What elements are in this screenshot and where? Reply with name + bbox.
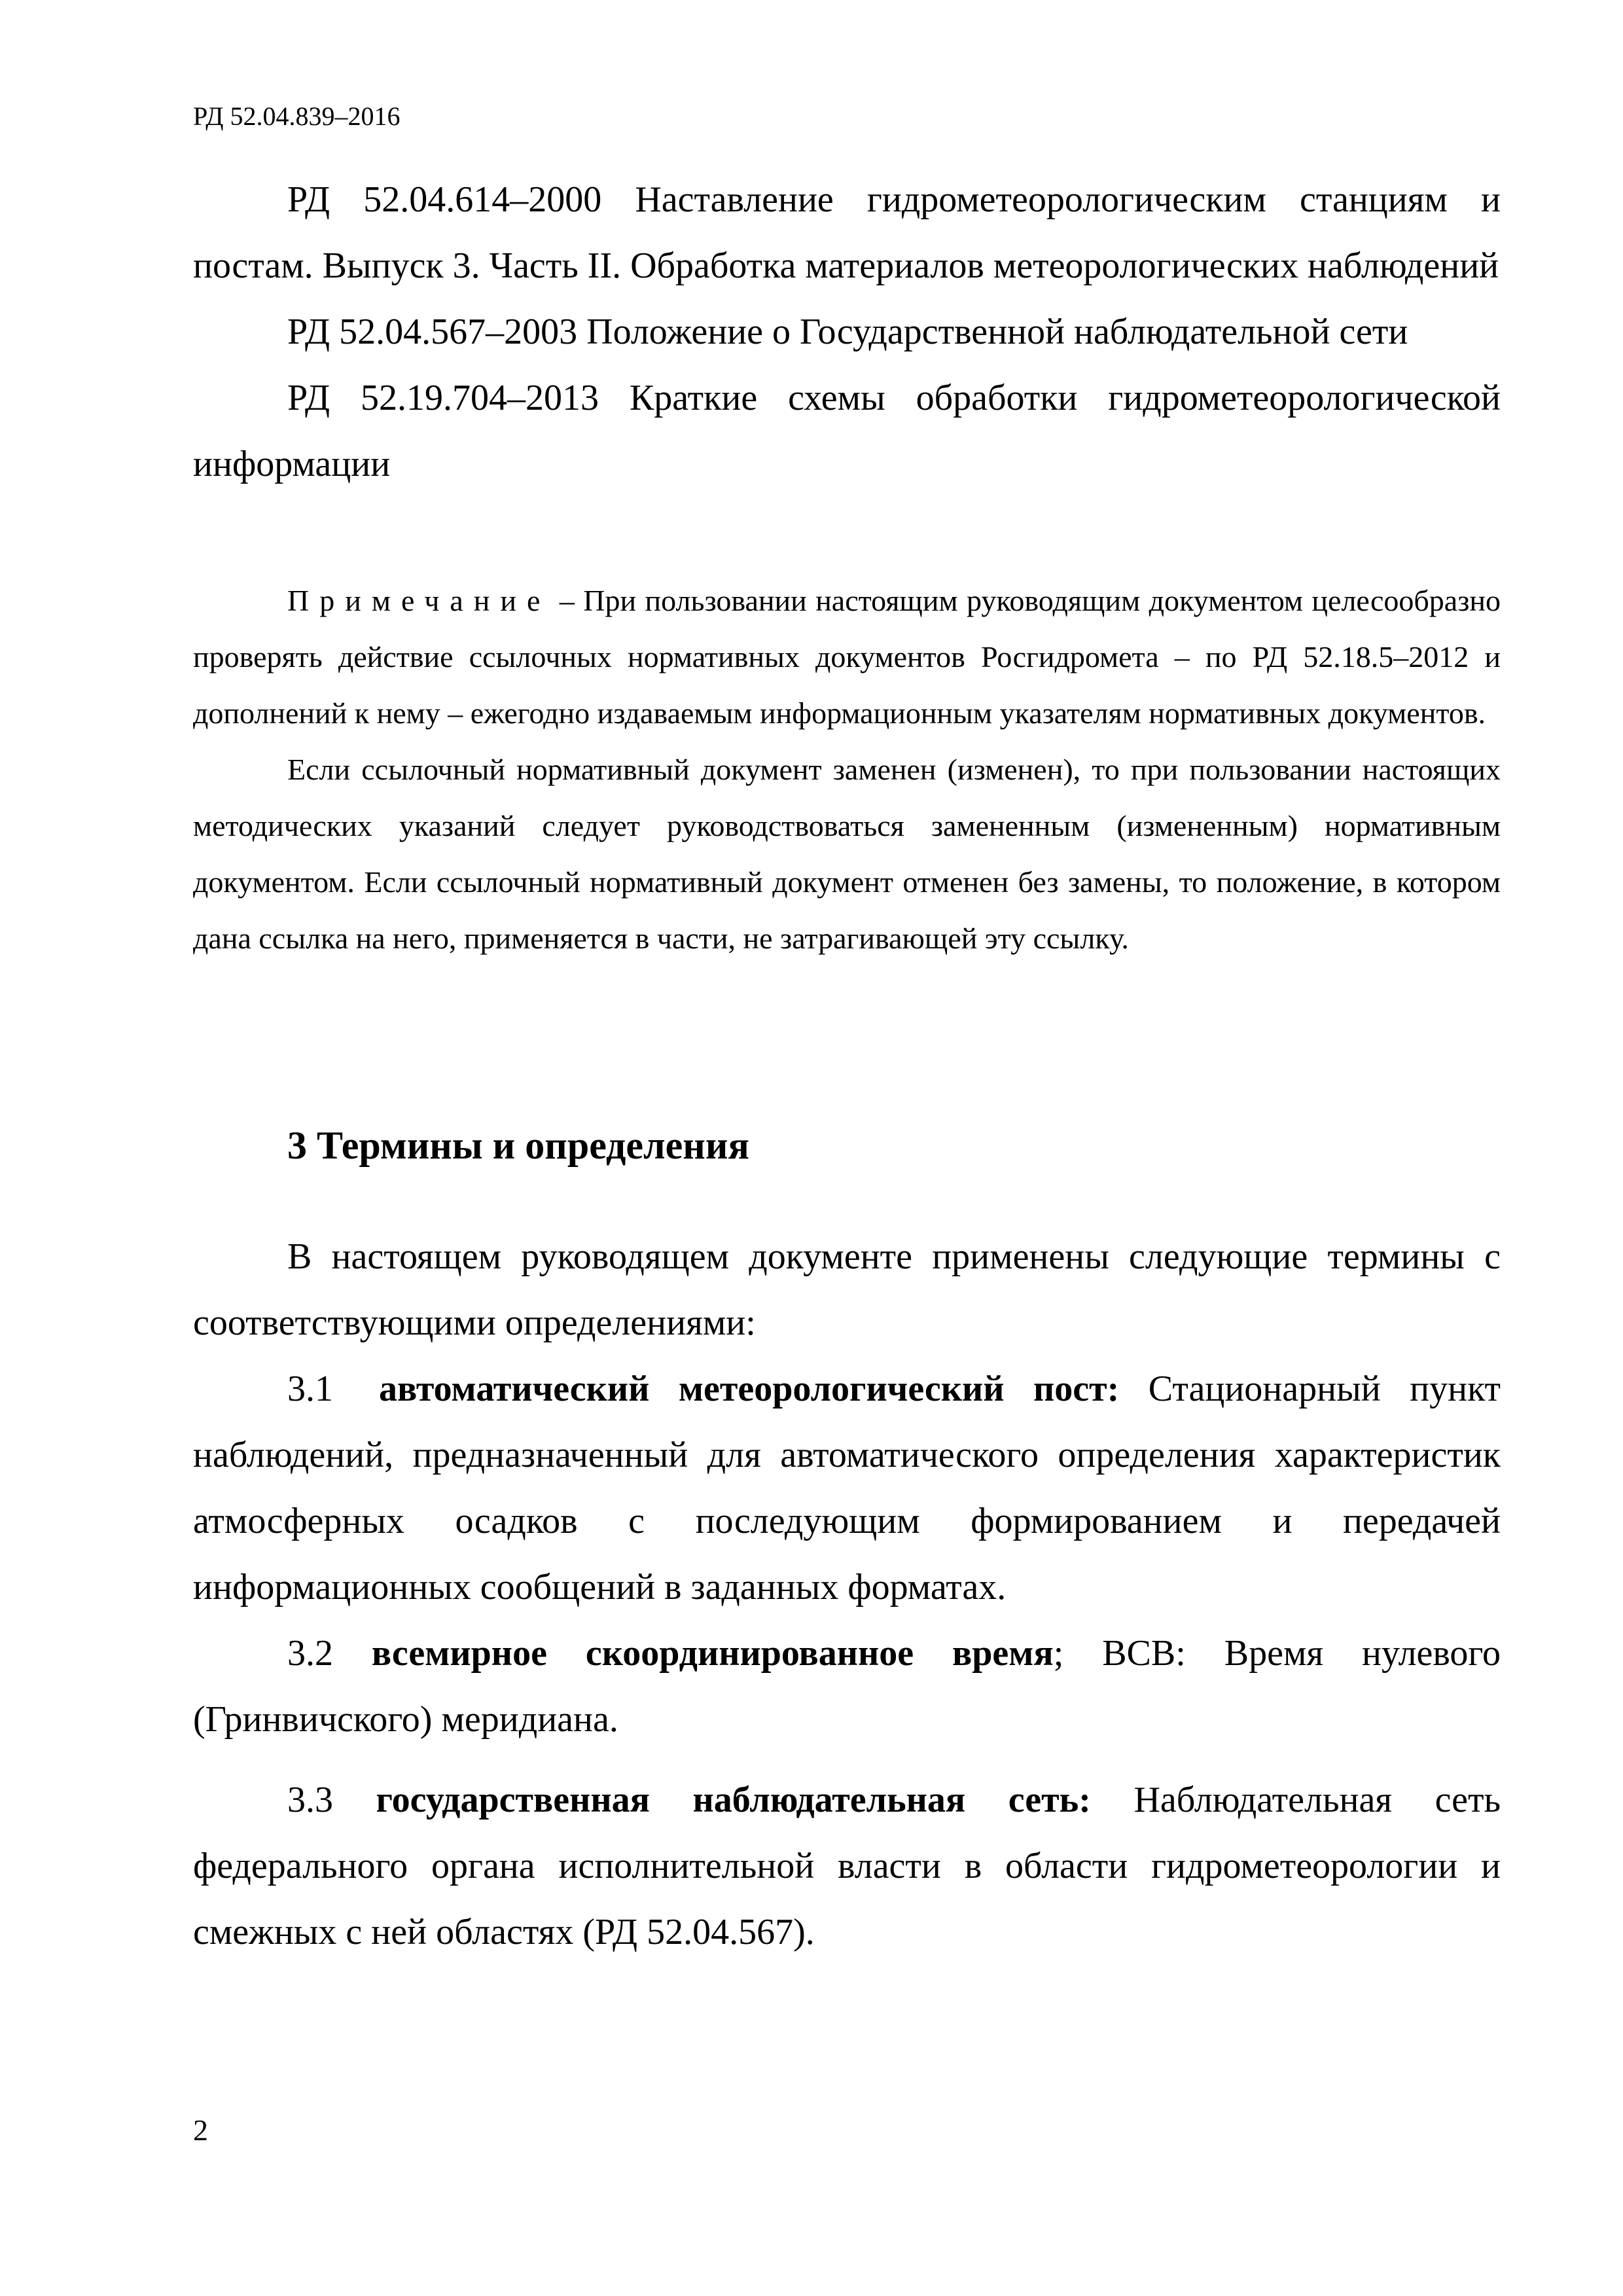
note-paragraph-2: Если ссылочный нормативный документ заменен (изменен), то при пользовании настоящих методических указаний следует руководствоваться замененным (измененным) нормативным документом. Если ссылочный нормативный документ отменен без замены, то положение, в котором дана ссылка на него, применяется в части, не затрагивающей эту ссылку.	[193, 753, 1501, 955]
note-text: – При пользовании настоящим руководящим документом целесообразно проверять действие ссылочных нормативных документов Росгидромета – по РД 52.18.5–2012 и дополнений к нему – ежегодно издаваемым информационным указателям нормативных документов.	[193, 584, 1501, 730]
references-list	[193, 167, 1501, 497]
term-number: 3.1	[287, 1369, 333, 1409]
term-name: автоматический метеорологический пост:	[379, 1369, 1120, 1409]
document-code-header: РД 52.04.839–2016	[193, 101, 401, 131]
reference-item: РД 52.19.704–2013 Краткие схемы обработки гидрометеорологической информации	[193, 378, 1501, 484]
term-entry	[193, 1356, 1501, 1621]
term-name: всемирное скоординированное время	[371, 1633, 1054, 1674]
reference-item: РД 52.04.567–2003 Положение о Государственной наблюдательной сети	[287, 312, 1408, 352]
term-name: государственная наблюдательная сеть:	[376, 1780, 1091, 1820]
note-label: Примечание	[287, 584, 551, 617]
section-heading: 3 Термины и определения	[287, 1124, 749, 1167]
note-paragraph	[193, 573, 1501, 742]
term-entry	[193, 1621, 1501, 1753]
term-definition: Наблюдательная сеть федерального органа исполнительной власти в области гидрометеорологии и смежных с ней областях (РД 52.04.567).	[193, 1780, 1501, 1952]
term-number: 3.3	[287, 1780, 333, 1820]
section-intro: В настоящем руководящем документе применены следующие термины с соответствующими определениями:	[193, 1236, 1501, 1343]
term-definition: ; ВСВ: Время нулевого (Гринвичского) меридиана.	[193, 1633, 1501, 1740]
terms-section	[193, 1224, 1501, 1965]
term-definition: Стационарный пункт наблюдений, предназначенный для автоматического определения характеристик атмосферных осадков с последующим формированием и передачей информационных сообщений в заданных форматах.	[193, 1369, 1501, 1607]
term-entry	[193, 1767, 1501, 1965]
note-block	[193, 573, 1501, 967]
term-number: 3.2	[287, 1633, 333, 1674]
reference-item: РД 52.04.614–2000 Наставление гидрометеорологическим станциям и постам. Выпуск 3. Часть II. Обработка материалов метеорологических наблюдений	[193, 179, 1501, 286]
page-number: 2	[193, 2113, 208, 2147]
